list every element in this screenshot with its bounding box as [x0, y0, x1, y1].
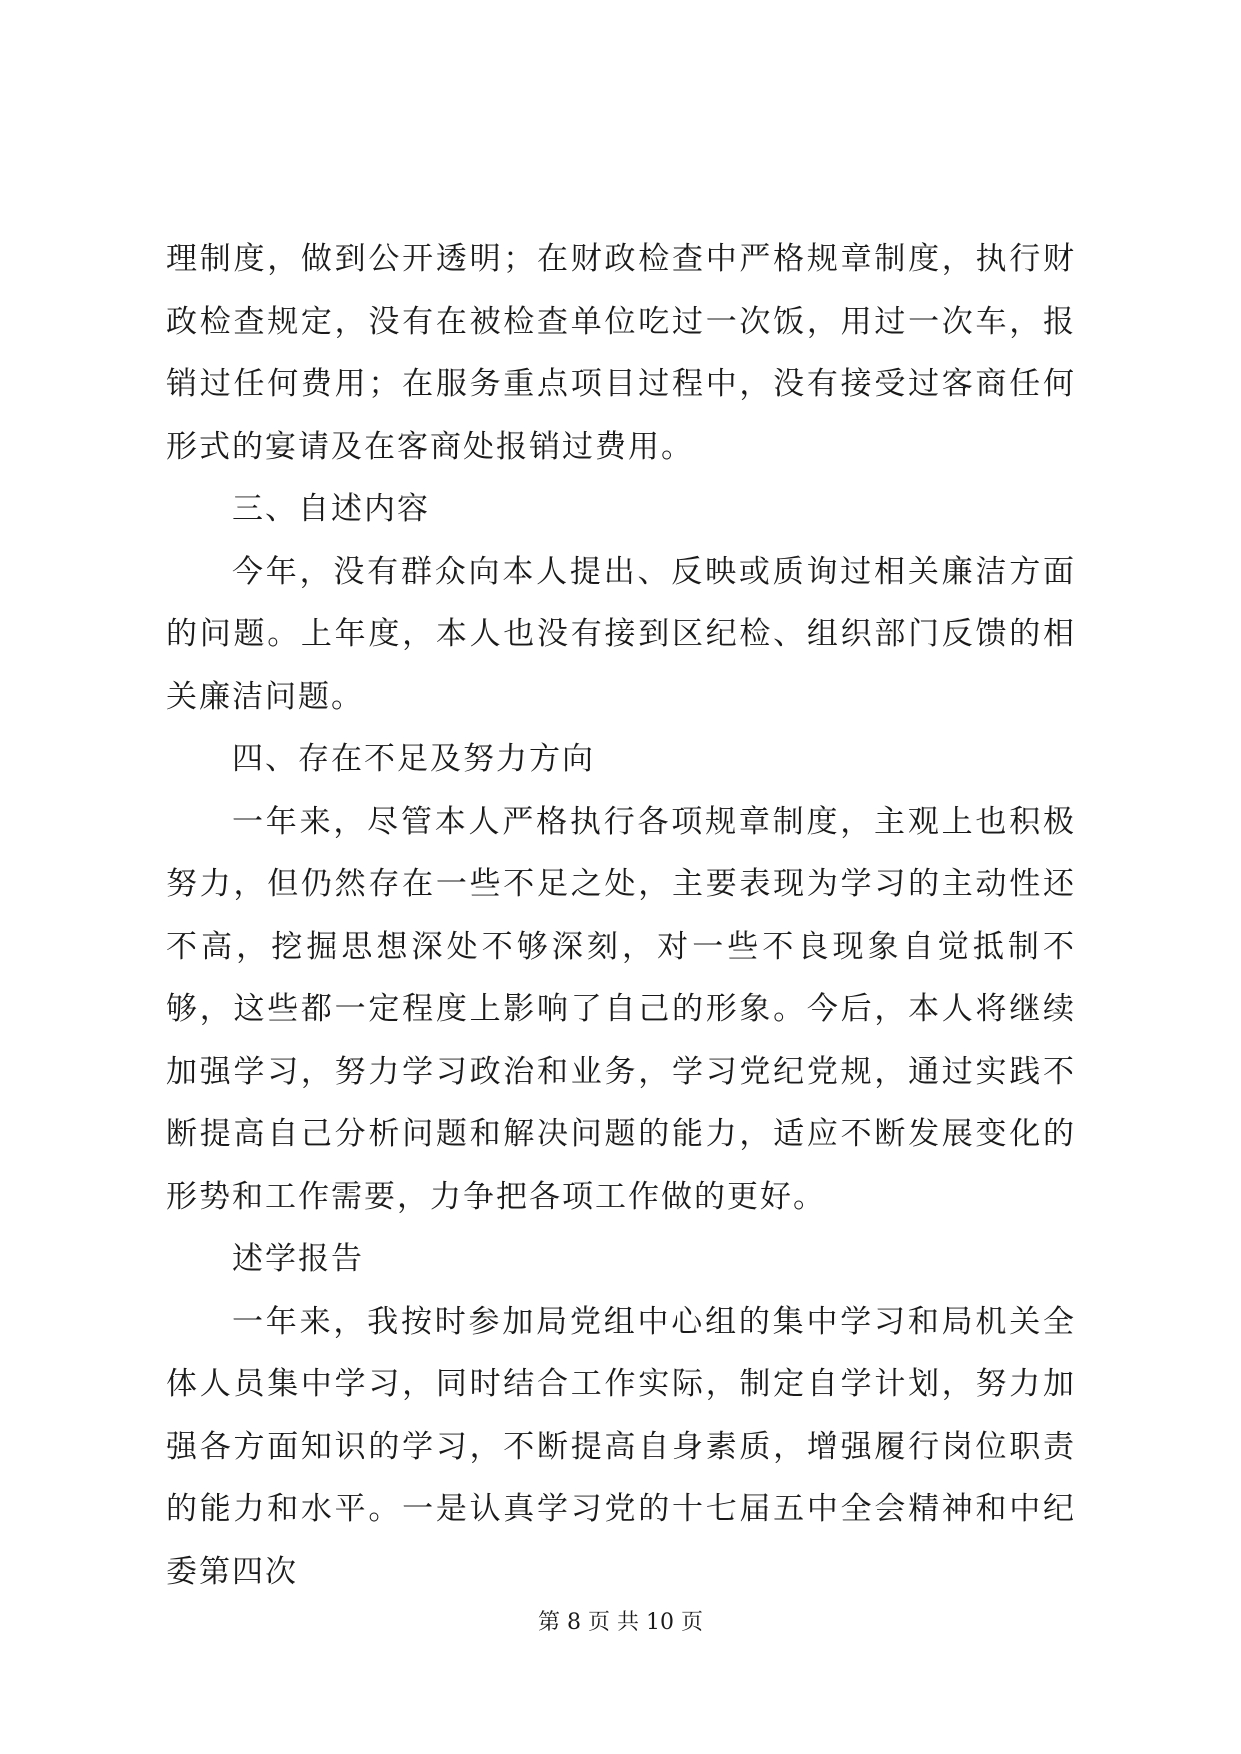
section-heading-self-statement: 三、自述内容	[232, 491, 430, 527]
paragraph-study-report: 一年来，我按时参加局党组中心组的集中学习和局机关全体人员集中学习，同时结合工作实际，制定自学计划，努力加强各方面知识的学习，不断提高自身素质，增强履行岗位职责的能力和水平。一是认真学习党的十七届五中全会精神和中纪委第四次	[166, 1303, 1076, 1590]
document-body	[166, 228, 1076, 1603]
paragraph-continuation: 理制度，做到公开透明；在财政检查中严格规章制度，执行财政检查规定，没有在被检查单位吃过一次饭，用过一次车，报销过任何费用；在服务重点项目过程中，没有接受过客商任何形式的宴请及在客商处报销过费用。	[166, 241, 1076, 465]
page-number-footer: 第 8 页 共 10 页	[538, 1610, 703, 1635]
paragraph-shortcomings: 一年来，尽管本人严格执行各项规章制度，主观上也积极努力，但仍然存在一些不足之处，主要表现为学习的主动性还不高，挖掘思想深处不够深刻，对一些不良现象自觉抵制不够，这些都一定程度上影响了自己的形象。今后，本人将继续加强学习，努力学习政治和业务，学习党纪党规，通过实践不断提高自己分析问题和解决问题的能力，适应不断发展变化的形势和工作需要，力争把各项工作做的更好。	[166, 803, 1076, 1215]
section-heading-study-report: 述学报告	[232, 1241, 364, 1277]
section-heading-shortcomings: 四、存在不足及努力方向	[232, 741, 595, 777]
paragraph-self-statement: 今年，没有群众向本人提出、反映或质询过相关廉洁方面的问题。上年度，本人也没有接到区纪检、组织部门反馈的相关廉洁问题。	[166, 553, 1076, 715]
